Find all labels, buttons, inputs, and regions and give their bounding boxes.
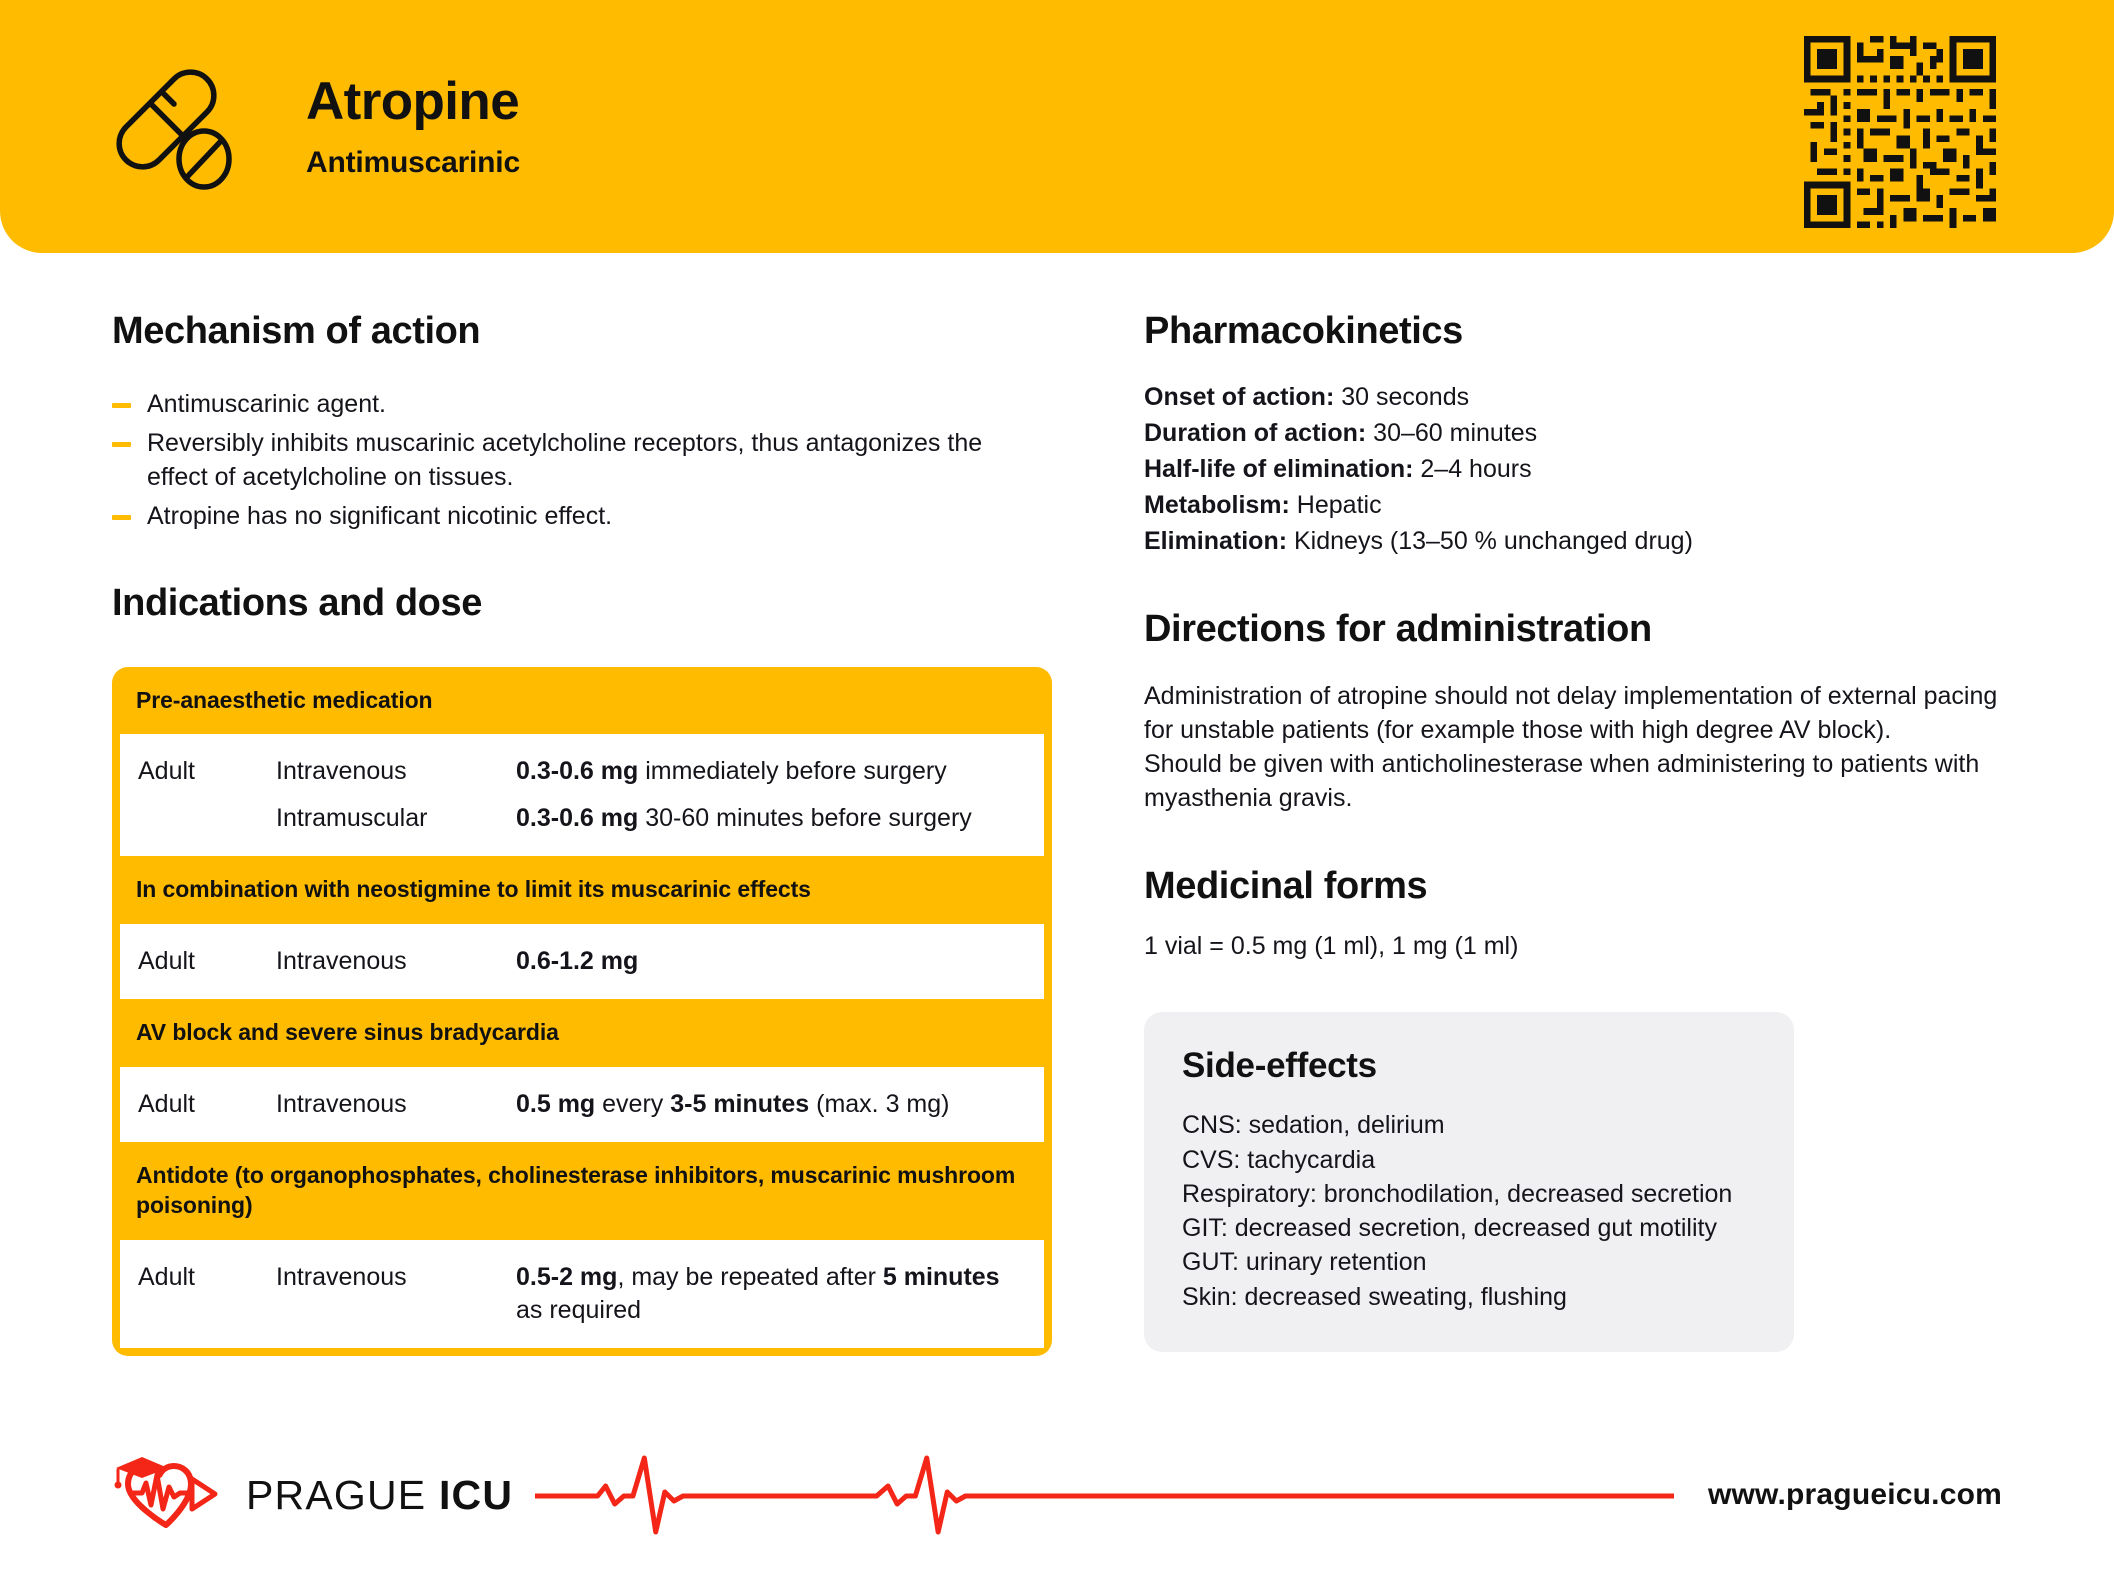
- pk-value: Hepatic: [1289, 490, 1382, 519]
- directions-paragraph: Administration of atropine should not delay implementation of external pacing for unstable patients (for example those with high degree AV block).: [1144, 681, 1998, 744]
- dose-value: [516, 945, 1028, 978]
- dose-value: [516, 802, 1028, 835]
- dose-route: Intravenous: [276, 1263, 407, 1292]
- side-effects-card: [1144, 1012, 1794, 1352]
- indications-title: Indications and dose: [112, 581, 482, 624]
- side-effects-title: Side-effects: [1182, 1046, 1377, 1086]
- dose-population: Adult: [138, 1090, 195, 1119]
- list-item: [1144, 379, 2024, 415]
- pharmacokinetics-title: Pharmacokinetics: [1144, 310, 1463, 352]
- dose-route: Intravenous: [276, 1090, 407, 1119]
- brand-icu: ICU: [438, 1471, 514, 1518]
- dose-group-rows: [120, 734, 1044, 856]
- pk-label: Half-life of elimination:: [1144, 454, 1414, 483]
- dose-value: [516, 1261, 1028, 1327]
- dose-route: Intramuscular: [276, 804, 428, 833]
- dose-amount: 0.3-0.6 mg: [516, 757, 639, 786]
- directions-paragraph: Should be given with anticholinesterase when administering to patients with myasthenia gravis.: [1144, 750, 1980, 813]
- medicinal-forms-text: 1 vial = 0.5 mg (1 ml), 1 mg (1 ml): [1144, 932, 1519, 961]
- dose-detail: 30-60 minutes before surgery: [638, 804, 972, 833]
- table-row: [120, 1254, 1044, 1334]
- list-item: Respiratory: bronchodilation, decreased secretion: [1182, 1179, 1733, 1208]
- list-item: [1144, 415, 2024, 451]
- brand-wordmark: [246, 1472, 513, 1519]
- pk-value: 30–60 minutes: [1366, 418, 1538, 447]
- mechanism-bullet-text: Antimuscarinic agent.: [147, 389, 387, 418]
- list-item: GUT: urinary retention: [1182, 1248, 1427, 1277]
- dose-interval: 3-5 minutes: [670, 1090, 810, 1119]
- pk-value: Kidneys (13–50 % unchanged drug): [1287, 526, 1693, 555]
- table-row: [120, 938, 1044, 985]
- dose-population: Adult: [138, 1263, 195, 1292]
- pk-value: 30 seconds: [1334, 382, 1470, 411]
- pill-capsule-icon: [112, 63, 240, 191]
- dose-group-rows: [120, 1240, 1044, 1348]
- dash-bullet-icon: [112, 515, 131, 520]
- list-item: [1144, 451, 2024, 487]
- dose-connector: every: [595, 1090, 671, 1119]
- ecg-line-icon: [535, 1452, 1674, 1538]
- brand-prague: PRAGUE: [246, 1471, 427, 1518]
- dose-value: [516, 755, 1028, 788]
- dash-bullet-icon: [112, 403, 131, 408]
- dash-bullet-icon: [112, 442, 131, 447]
- dose-group-heading: Antidote (to organophosphates, cholinesterase inhibitors, muscarinic mushroom poisoning): [136, 1162, 1016, 1219]
- dose-detail: immediately before surgery: [638, 757, 947, 786]
- website-url[interactable]: www.pragueicu.com: [1707, 1478, 2002, 1511]
- list-item: [112, 426, 1070, 494]
- heart-ecg-graduation-cap-icon: [112, 1453, 220, 1537]
- directions-title: Directions for administration: [1144, 607, 1652, 650]
- qr-code-icon[interactable]: [1804, 36, 1996, 228]
- dose-amount: 0.6-1.2 mg: [516, 947, 639, 976]
- table-row: [120, 795, 1044, 842]
- card-header: [0, 0, 2114, 253]
- dose-amount: 0.3-0.6 mg: [516, 804, 639, 833]
- dose-route: Intravenous: [276, 947, 407, 976]
- dose-group-heading: In combination with neostigmine to limit its muscarinic effects: [136, 876, 811, 903]
- dose-amount: 0.5-2 mg: [516, 1263, 618, 1292]
- dose-interval: 5 minutes: [882, 1263, 1000, 1292]
- dose-route: Intravenous: [276, 757, 407, 786]
- list-item: [1144, 523, 2024, 559]
- dose-population: Adult: [138, 947, 195, 976]
- header-title-block: [306, 73, 520, 180]
- drug-name: Atropine: [306, 71, 520, 131]
- dose-group-heading: Pre-anaesthetic medication: [136, 686, 433, 713]
- dose-group-rows: [120, 924, 1044, 999]
- table-row: [120, 748, 1044, 795]
- pk-value: 2–4 hours: [1413, 454, 1532, 483]
- dose-table: [112, 667, 1052, 1356]
- dose-group-heading: AV block and severe sinus bradycardia: [136, 1019, 559, 1046]
- dose-amount: 0.5 mg: [516, 1090, 596, 1119]
- pk-label: Onset of action:: [1144, 382, 1335, 411]
- dose-value: [516, 1088, 1028, 1121]
- card-body: [0, 253, 2114, 1403]
- list-item: GIT: decreased secretion, decreased gut motility: [1182, 1214, 1717, 1243]
- card-footer: [0, 1403, 2114, 1587]
- list-item: CNS: sedation, delirium: [1182, 1111, 1445, 1140]
- list-item: [112, 387, 1070, 421]
- mechanism-title: Mechanism of action: [112, 310, 481, 352]
- drug-class: Antimuscarinic: [306, 146, 520, 180]
- mechanism-bullet-text: Reversibly inhibits muscarinic acetylcholine receptors, thus antagonizes the effect of acetylcholine on tissues.: [147, 428, 983, 491]
- pk-label: Elimination:: [1144, 526, 1288, 555]
- table-row: [120, 1081, 1044, 1128]
- dose-connector: , may be repeated after: [617, 1263, 883, 1292]
- dose-detail: as required: [516, 1296, 642, 1325]
- pharmacokinetics-list: [1144, 379, 2024, 559]
- medicinal-forms-title: Medicinal forms: [1144, 864, 1428, 907]
- pk-label: Metabolism:: [1144, 490, 1290, 519]
- pk-label: Duration of action:: [1144, 418, 1367, 447]
- left-column: [0, 253, 1070, 1403]
- list-item: Skin: decreased sweating, flushing: [1182, 1282, 1567, 1311]
- dose-detail: (max. 3 mg): [809, 1090, 950, 1119]
- right-column: [1070, 253, 2114, 1403]
- mechanism-bullet-list: [112, 387, 1070, 533]
- mechanism-bullet-text: Atropine has no significant nicotinic effect.: [147, 501, 613, 530]
- list-item: [112, 499, 1070, 533]
- list-item: CVS: tachycardia: [1182, 1145, 1376, 1174]
- dose-population: Adult: [138, 757, 195, 786]
- dose-group-rows: [120, 1067, 1044, 1142]
- list-item: [1144, 487, 2024, 523]
